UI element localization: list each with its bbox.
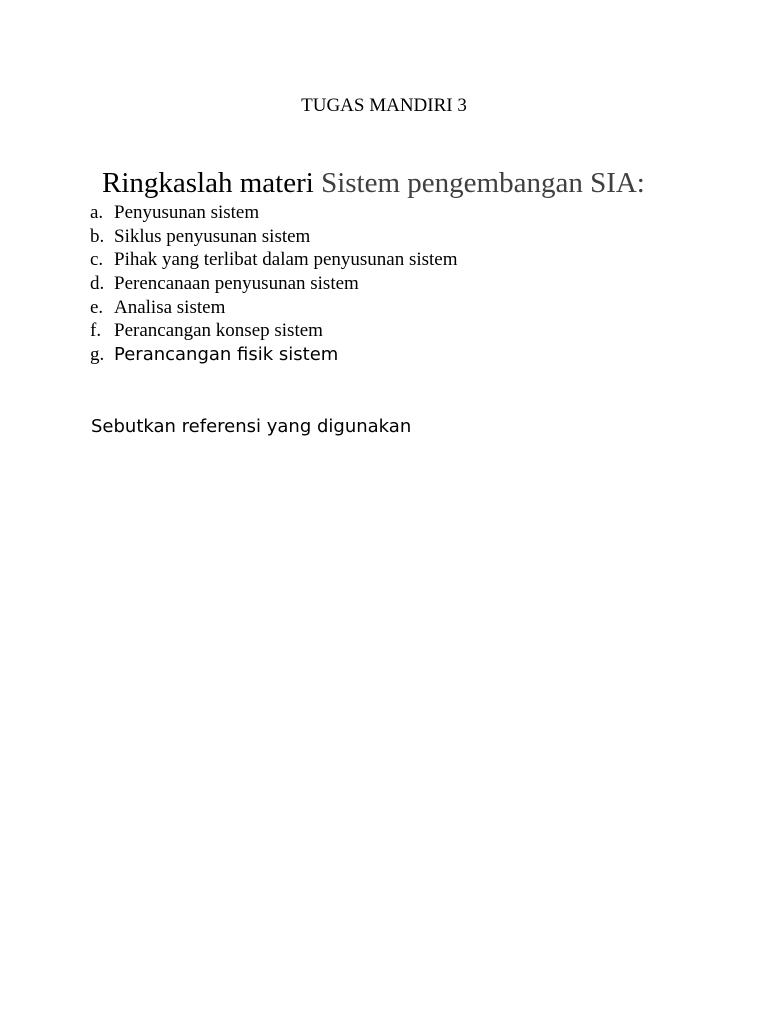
assignment-heading — [102, 166, 645, 200]
reference-prompt: Sebutkan referensi yang digunakan — [91, 416, 412, 437]
list-item-text: Analisa sistem — [114, 296, 226, 318]
list-marker: d. — [90, 273, 105, 295]
list-item — [90, 225, 458, 249]
list-item — [90, 248, 458, 272]
list-item-text: Siklus penyusunan sistem — [114, 225, 311, 247]
list-item-text: Perancangan fisik sistem — [114, 344, 339, 366]
list-marker: a. — [90, 202, 104, 223]
list-item-text: Perencanaan penyusunan sistem — [114, 273, 359, 295]
document-title: TUGAS MANDIRI 3 — [301, 95, 467, 116]
list-item-text: Pihak yang terlibat dalam penyusunan sistem — [114, 249, 458, 271]
topic-list — [90, 201, 458, 367]
list-marker: c. — [90, 249, 104, 271]
heading-lead: Ringkaslah materi — [102, 167, 314, 199]
list-item — [90, 296, 458, 320]
list-item-text: Penyusunan sistem — [114, 202, 260, 223]
list-item-text: Perancangan konsep sistem — [114, 320, 323, 342]
list-item — [90, 319, 458, 343]
list-item — [90, 343, 458, 367]
list-marker: g. — [90, 344, 105, 366]
list-marker: f. — [90, 320, 102, 342]
list-item — [90, 272, 458, 296]
heading-topic: Sistem pengembangan SIA: — [321, 167, 645, 199]
list-marker: e. — [90, 296, 104, 318]
list-item — [90, 201, 458, 225]
list-marker: b. — [90, 225, 105, 247]
